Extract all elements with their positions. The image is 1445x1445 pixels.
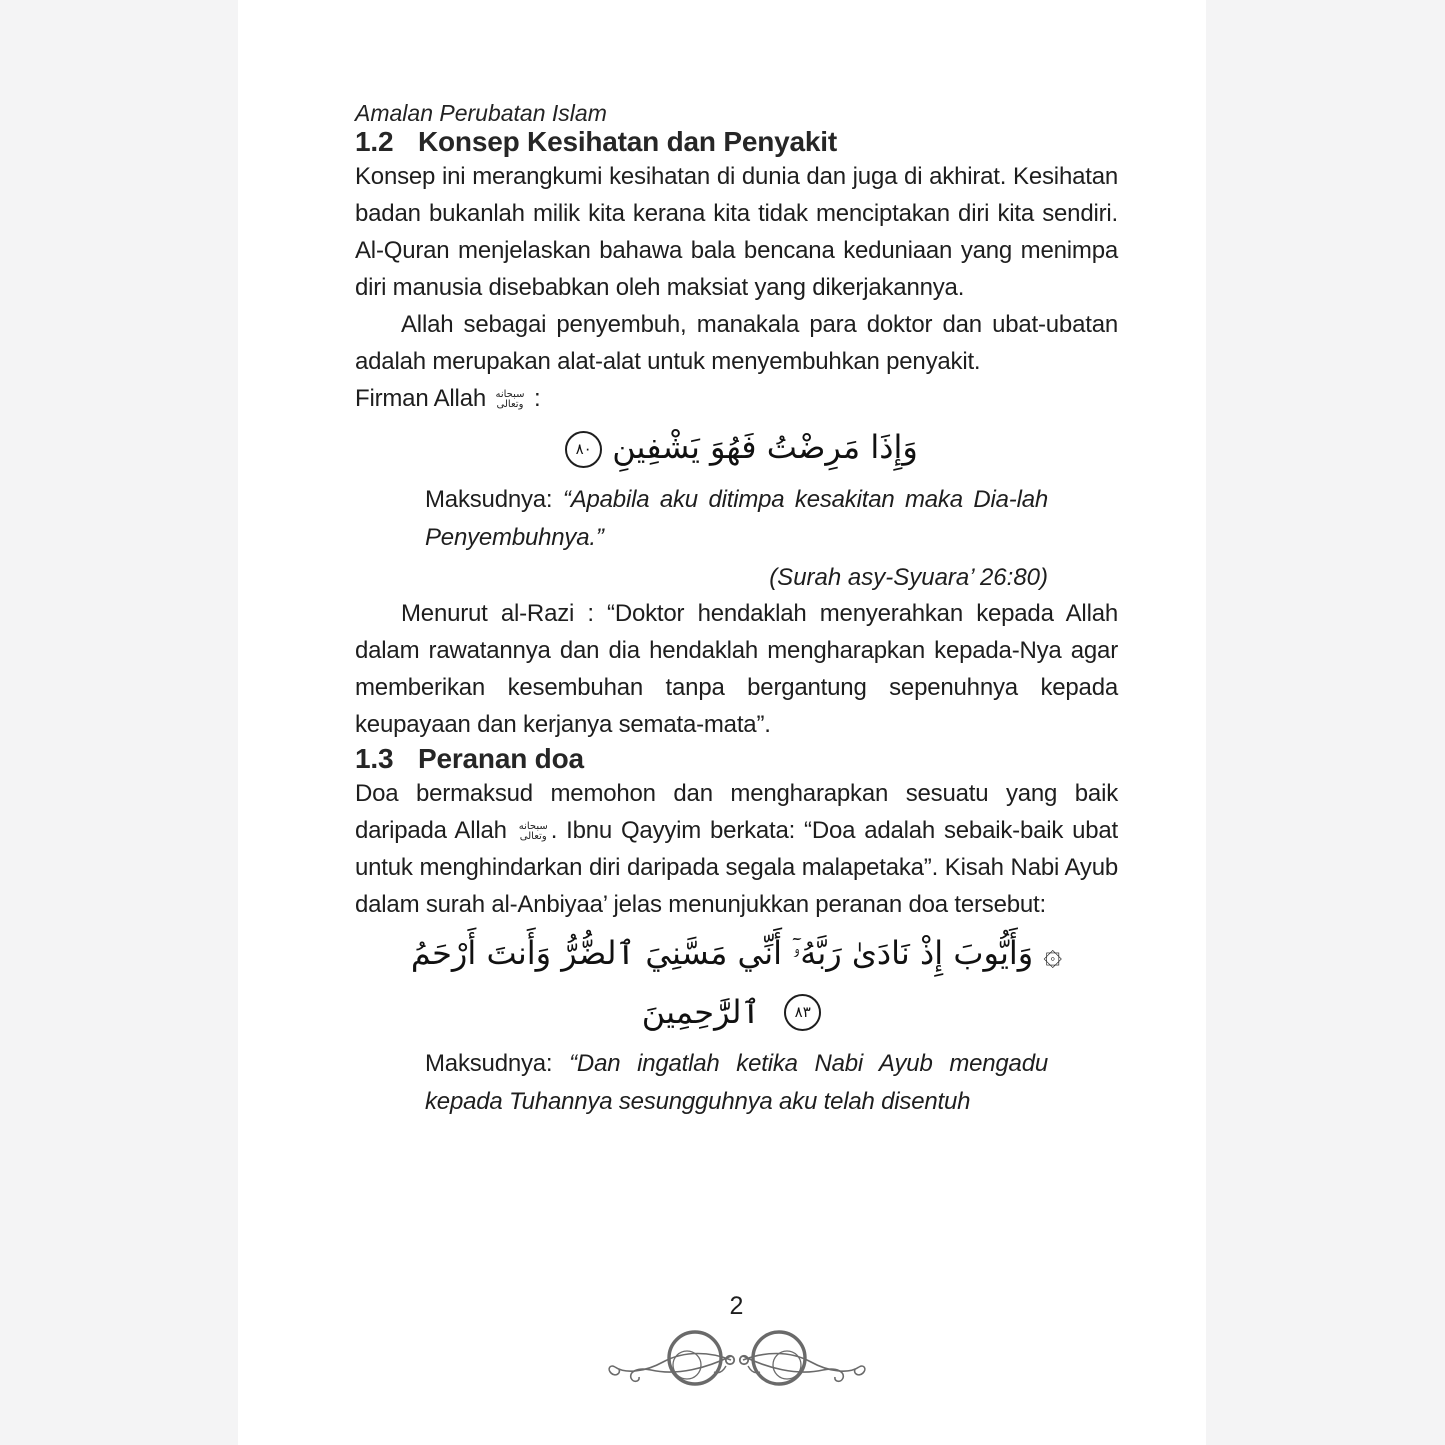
honorific-top: سبحانه (495, 388, 525, 400)
section-title: Peranan doa (418, 743, 584, 774)
firman-lead-text: Firman Allah (355, 385, 486, 412)
verse-source-reference: (Surah asy-Syuara’ 26:80) (769, 564, 1048, 591)
maksudnya-label: Maksudnya: (425, 1050, 553, 1077)
honorific-bottom: وتعالى (496, 398, 524, 410)
arabic-verse-text: وَإِذَا مَرِضْتُ فَهُوَ يَشْفِينِ (612, 428, 918, 466)
footer-flourish-ornament (607, 1320, 867, 1392)
paragraph-doa-after: . Ibnu Qayyim berkata: “Doa adalah sebaik-baik ubat untuk menghindarkan diri daripada segala malapetaka”. Kisah Nabi Ayub dalam surah al-Anbiyaa’ jelas menunjukkan peranan doa tersebut: (355, 817, 1119, 918)
quran-verse-21-83-line2 (355, 985, 1118, 1039)
translation-text: “Apabila aku ditimpa kesakitan maka Dia-lah Penyembuhnya.” (425, 486, 1049, 551)
paragraph-doa-before: Doa bermaksud memohon dan mengharapkan sesuatu yang baik daripada Allah (355, 780, 1118, 844)
quran-verse-26-80 (355, 419, 1118, 475)
maksudnya-label: Maksudnya: (425, 486, 553, 513)
page-footer (355, 1292, 1118, 1397)
arabic-verse-text: ٱلرَّٰحِمِينَ (641, 993, 761, 1031)
section-number: 1.2 (355, 126, 394, 157)
subhanahu-wa-taala-honorific-icon (519, 822, 548, 842)
paragraph-allah-penyembuh: Allah sebagai penyembuh, manakala para doktor dan ubat-ubatan adalah merupakan alat-alat untuk menyembuhkan penyakit. (355, 311, 1118, 375)
ayah-number-badge-83: ٨٣ (784, 994, 821, 1031)
section-number: 1.3 (355, 743, 394, 774)
ayah-number-badge-80: ٨٠ (565, 431, 602, 468)
quran-verse-21-83-line1 (355, 925, 1118, 981)
section-heading-1-3 (355, 743, 1118, 775)
paragraph-doa (355, 775, 1118, 923)
firman-allah-line (355, 380, 1118, 417)
arabic-verse-text: ۞ وَأَيُّوبَ إِذْ نَادَىٰ رَبَّهُۥٓ أَنِّي مَسَّنِيَ ٱلضُّرُّ وَأَنتَ أَرْحَمُ (410, 934, 1063, 972)
subhanahu-wa-taala-honorific-icon (495, 390, 524, 410)
honorific-bottom: وتعالى (519, 830, 547, 842)
honorific-top: سبحانه (518, 820, 548, 832)
translation-21-83 (425, 1045, 1048, 1121)
firman-colon: : (533, 385, 541, 412)
section-heading-1-2 (355, 126, 1118, 158)
page-number: 2 (729, 1292, 744, 1320)
paragraph-al-razi: Menurut al-Razi : “Doktor hendaklah menyerahkan kepada Allah dalam rawatannya dan dia hendaklah mengharapkan kepada-Nya agar memberikan kesembuhan tanpa bergantung sepenuhnya kepada keupayaan dan kerjanya semata-mata”. (355, 600, 1118, 738)
paragraph-konsep: Konsep ini merangkumi kesihatan di dunia dan juga di akhirat. Kesihatan badan bukanlah milik kita kerana kita tidak menciptakan diri kita sendiri. Al-Quran menjelaskan bahawa bala bencana keduniaan yang menimpa diri manusia disebabkan oleh maksiat yang dikerjakannya. (355, 163, 1118, 301)
translation-text: “Dan ingatlah ketika Nabi Ayub mengadu kepada Tuhannya sesungguhnya aku telah disentuh (425, 1050, 1048, 1115)
running-header: Amalan Perubatan Islam (355, 100, 607, 126)
translation-26-80 (425, 481, 1048, 557)
book-page (238, 0, 1206, 1445)
section-title: Konsep Kesihatan dan Penyakit (418, 126, 837, 157)
